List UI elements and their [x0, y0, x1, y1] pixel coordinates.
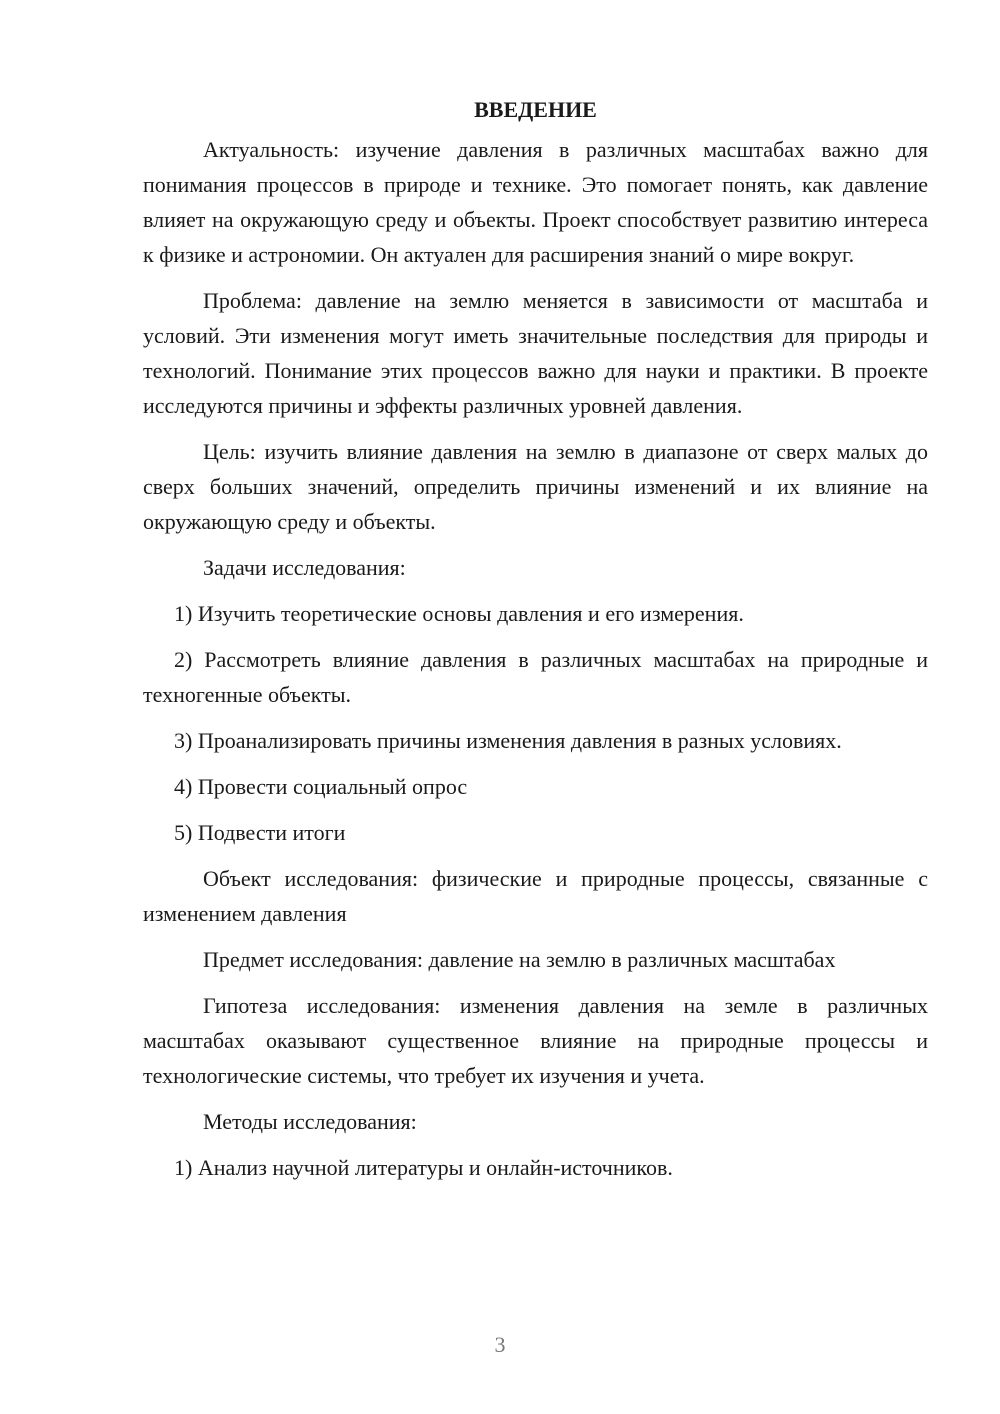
task-item-3: 3) Проанализировать причины изменения давления в разных условиях. — [174, 728, 842, 753]
object-paragraph: Объект исследования: физические и природные процессы, связанные с изменением давления — [143, 866, 928, 926]
document-page — [143, 92, 928, 1196]
methods-heading: Методы исследования: — [203, 1109, 417, 1134]
hypothesis-paragraph: Гипотеза исследования: изменения давления на земле в различных масштабах оказывают существенное влияние на природные процессы и технологические системы, что требует их изучения и учета. — [143, 993, 928, 1088]
page-number: 3 — [494, 1332, 506, 1357]
task-item-4: 4) Провести социальный опрос — [174, 774, 468, 799]
tasks-heading: Задачи исследования: — [203, 555, 406, 580]
relevance-paragraph: Актуальность: изучение давления в различных масштабах важно для понимания процессов в природе и технике. Это помогает понять, как давление влияет на окружающую среду и объекты. Проект способствует развитию интереса к физике и астрономии. Он актуален для расширения знаний о мире вокруг. — [143, 137, 928, 267]
problem-paragraph: Проблема: давление на землю меняется в зависимости от масштаба и условий. Эти изменения могут иметь значительные последствия для природы и технологий. Понимание этих процессов важно для науки и практики. В проекте исследуются причины и эффекты различных уровней давления. — [143, 288, 928, 418]
task-item-2: 2) Рассмотреть влияние давления в различных масштабах на природные и техногенные объекты. — [143, 647, 928, 707]
goal-paragraph: Цель: изучить влияние давления на землю в диапазоне от сверх малых до сверх больших значений, определить причины изменений и их влияние на окружающую среду и объекты. — [143, 439, 928, 534]
subject-paragraph: Предмет исследования: давление на землю в различных масштабах — [203, 947, 836, 972]
section-title: ВВЕДЕНИЕ — [474, 97, 597, 122]
method-item-1: 1) Анализ научной литературы и онлайн-источников. — [174, 1155, 673, 1180]
task-item-5: 5) Подвести итоги — [174, 820, 346, 845]
task-item-1: 1) Изучить теоретические основы давления и его измерения. — [174, 601, 744, 626]
